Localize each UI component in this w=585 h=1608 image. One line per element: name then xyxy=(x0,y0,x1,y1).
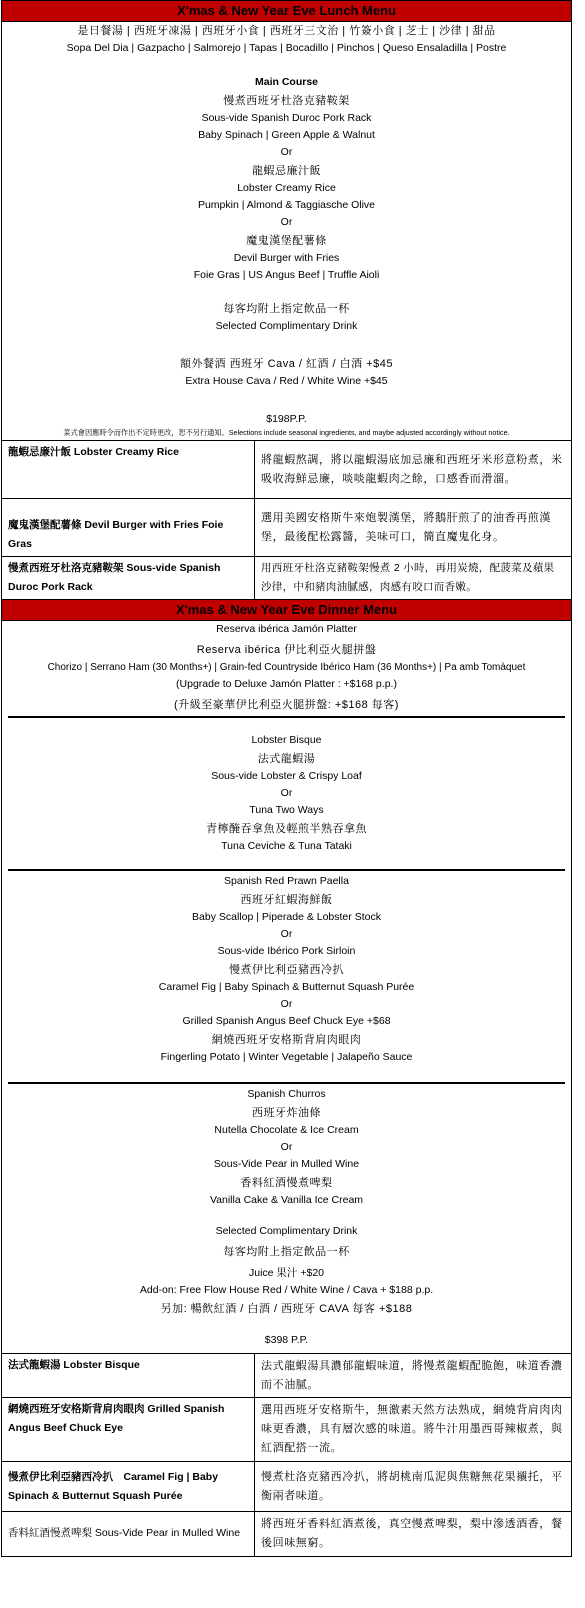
or-text: Or xyxy=(280,146,293,158)
tuna-desc: Tuna Ceviche & Tuna Tataki xyxy=(221,840,352,852)
table-row xyxy=(2,1512,571,1556)
platter-title-zh: Reserva ibérica 伊比利亞火腿拼盤 xyxy=(196,644,377,656)
beef-en: Grilled Spanish Angus Beef Chuck Eye +$68 xyxy=(182,1015,391,1027)
soup-zh: 法式龍蝦湯 xyxy=(257,753,316,765)
churros-desc: Nutella Chocolate & Ice Cream xyxy=(214,1124,359,1136)
dinner-drink-en: Selected Complimentary Drink xyxy=(215,1225,358,1237)
lunch-extra-en: Extra House Cava / Red / White Wine +$45 xyxy=(185,375,388,387)
lunch-title-bar: X'mas & New Year Eve Lunch Menu xyxy=(2,1,571,22)
dinner-menu-section xyxy=(2,621,571,1349)
dish-desc: 選用西班牙安格斯牛，無激素天然方法熟成，網燒背肩肉肉味更香濃，具有層次感的味道。將牛汁用墨西哥辣椒煮，與紅酒配搭一流。 xyxy=(255,1398,572,1462)
dish-desc: 用西班牙杜洛克豬鞍架慢煮 2 小時，再用炭燒，配菠菜及蘋果沙律，中和豬肉油膩感，肉感有咬口而香嫩。 xyxy=(255,557,572,600)
addon-en: Add-on: Free Flow House Red / White Wine / Cava + $188 p.p. xyxy=(139,1284,434,1296)
main-2-desc: Pumpkin | Almond & Taggiasche Olive xyxy=(197,199,376,211)
dinner-dish-table xyxy=(2,1353,571,1556)
or-text: Or xyxy=(280,928,293,940)
paella-en: Spanish Red Prawn Paella xyxy=(224,875,349,887)
pork-desc: Caramel Fig | Baby Spinach & Butternut Squash Purée xyxy=(158,981,415,993)
or-text: Or xyxy=(280,787,293,799)
platter-upgrade-zh: (升級至豪華伊比利亞火腿拼盤: +$168 每客) xyxy=(174,699,399,711)
dish-name: 香料紅酒慢煮啤梨 Sous-Vide Pear in Mulled Wine xyxy=(2,1512,255,1556)
platter-items: Chorizo | Serrano Ham (30 Months+) | Grain-fed Countryside Ibérico Ham (36 Months+) | Pa amb Tomàquet xyxy=(47,662,526,673)
main-course-heading: Main Course xyxy=(254,76,318,88)
platter-title-en: Reserva ibérica Jamón Platter xyxy=(216,623,357,635)
divider xyxy=(8,1082,565,1084)
dish-desc: 慢煮杜洛克豬西冷扒，將胡桃南瓜泥與焦糖無花果襯托，平衡兩者味道。 xyxy=(255,1462,572,1512)
main-1-zh: 慢煮西班牙杜洛克豬鞍架 xyxy=(223,95,350,107)
or-text: Or xyxy=(280,216,293,228)
pork-zh: 慢煮伊比利亞豬西冷扒 xyxy=(229,964,344,976)
churros-zh: 西班牙炸油條 xyxy=(252,1107,321,1119)
table-row xyxy=(2,441,571,499)
dish-name: 慢煮伊比利亞豬西冷扒 Caramel Fig | Baby Spinach & Butternut Squash Purée xyxy=(2,1462,255,1512)
main-2-zh: 龍蝦忌廉汁飯 xyxy=(252,165,321,177)
lunch-starter-zh: 是日餐湯 | 西班牙凍湯 | 西班牙小食 | 西班牙三文治 | 竹簽小食 | 芝士 | 沙律 | 甜品 xyxy=(77,25,496,37)
table-row xyxy=(2,557,571,600)
or-text: Or xyxy=(280,998,293,1010)
churros-en: Spanish Churros xyxy=(247,1088,326,1100)
lunch-drink-en: Selected Complimentary Drink xyxy=(215,320,358,332)
soup-en: Lobster Bisque xyxy=(251,734,322,746)
beef-desc: Fingerling Potato | Winter Vegetable | Jalapeño Sauce xyxy=(160,1051,413,1063)
dish-desc: 將西班牙香料紅酒煮後，真空慢煮啤梨，梨中滲透酒香，餐後回味無窮。 xyxy=(255,1512,572,1556)
dish-desc: 法式龍蝦湯具濃郁龍蝦味道，將慢煮龍蝦配脆飽，味道香濃而不油膩。 xyxy=(255,1354,572,1398)
beef-zh: 網燒西班牙安格斯背肩肉眼肉 xyxy=(211,1034,362,1046)
main-1-desc: Baby Spinach | Green Apple & Walnut xyxy=(198,129,375,141)
main-2-en: Lobster Creamy Rice xyxy=(237,182,336,194)
dish-desc: 將龍蝦熬調，將以龍蝦湯底加忌廉和西班牙米形意粉煮，米吸收海鮮忌廉，啖啖龍蝦肉之餘，口感香而滑溜。 xyxy=(255,441,572,499)
main-3-en: Devil Burger with Fries xyxy=(233,252,340,264)
seasonal-note: 菜式會因應時令而作出不定時更改，恕不另行通知。Selections include seasonal ingredients, and maybe adjusted accordingly without notice. xyxy=(63,428,510,437)
pear-zh: 香料紅酒慢煮啤梨 xyxy=(240,1177,333,1189)
addon-zh: 另加: 暢飲紅酒 / 白酒 / 西班牙 CAVA 每客 +$188 xyxy=(160,1303,413,1315)
paella-desc: Baby Scallop | Piperade & Lobster Stock xyxy=(192,911,381,923)
lunch-extra-zh: 額外餐酒 西班牙 Cava / 紅酒 / 白酒 +$45 xyxy=(180,358,393,370)
dish-name: 龍蝦忌廉汁飯 Lobster Creamy Rice xyxy=(2,441,255,499)
juice-line: Juice 果汁 +$20 xyxy=(249,1267,324,1279)
table-row xyxy=(2,1462,571,1512)
lunch-price: $198P.P. xyxy=(266,413,307,425)
dinner-title-bar: X'mas & New Year Eve Dinner Menu xyxy=(2,599,571,621)
dinner-price: $398 P.P. xyxy=(264,1334,309,1346)
main-3-zh: 魔鬼漢堡配薯條 xyxy=(246,235,327,247)
dish-name: 慢煮西班牙杜洛克豬鞍架 Sous-vide Spanish Duroc Pork Rack xyxy=(2,557,255,600)
platter-upgrade-en: (Upgrade to Deluxe Jamón Platter : +$168 p.p.) xyxy=(176,678,397,690)
or-text: Or xyxy=(280,1141,293,1153)
paella-zh: 西班牙紅蝦海鮮飯 xyxy=(240,894,333,906)
main-1-en: Sous-vide Spanish Duroc Pork Rack xyxy=(201,112,372,124)
dish-name: 網燒西班牙安格斯背肩肉眼肉 Grilled Spanish Angus Beef Chuck Eye xyxy=(2,1398,255,1462)
dish-desc: 選用美國安格斯牛來炮製漢堡，將鵝肝煎了的油香再煎漢堡，最後配松露醬，美味可口，簡直魔鬼化身。 xyxy=(255,499,572,557)
pear-desc: Vanilla Cake & Vanilla Ice Cream xyxy=(209,1194,364,1206)
dish-name: 法式龍蝦湯 Lobster Bisque xyxy=(2,1354,255,1398)
table-row xyxy=(2,499,571,557)
tuna-en: Tuna Two Ways xyxy=(249,804,324,816)
lunch-starter-en: Sopa Del Dia | Gazpacho | Salmorejo | Tapas | Bocadillo | Pinchos | Queso Ensaladilla | Postre xyxy=(66,42,507,54)
lunch-dish-table xyxy=(2,440,571,599)
table-row xyxy=(2,1354,571,1398)
menu-page xyxy=(1,0,572,1557)
tuna-zh: 青檸醃吞拿魚及輕煎半熟吞拿魚 xyxy=(206,823,367,835)
table-row xyxy=(2,1398,571,1462)
main-3-desc: Foie Gras | US Angus Beef | Truffle Aioli xyxy=(193,269,380,281)
divider xyxy=(8,869,565,871)
pork-en: Sous-vide Ibérico Pork Sirloin xyxy=(217,945,356,957)
dinner-drink-zh: 每客均附上指定飲品一杯 xyxy=(223,1246,350,1258)
soup-desc: Sous-vide Lobster & Crispy Loaf xyxy=(211,770,362,782)
dish-name: 魔鬼漢堡配薯條 Devil Burger with Fries Foie Gras xyxy=(2,499,255,557)
pear-en: Sous-Vide Pear in Mulled Wine xyxy=(213,1158,360,1170)
lunch-menu-section xyxy=(2,22,571,428)
lunch-drink-zh: 每客均附上指定飲品一杯 xyxy=(223,303,350,315)
